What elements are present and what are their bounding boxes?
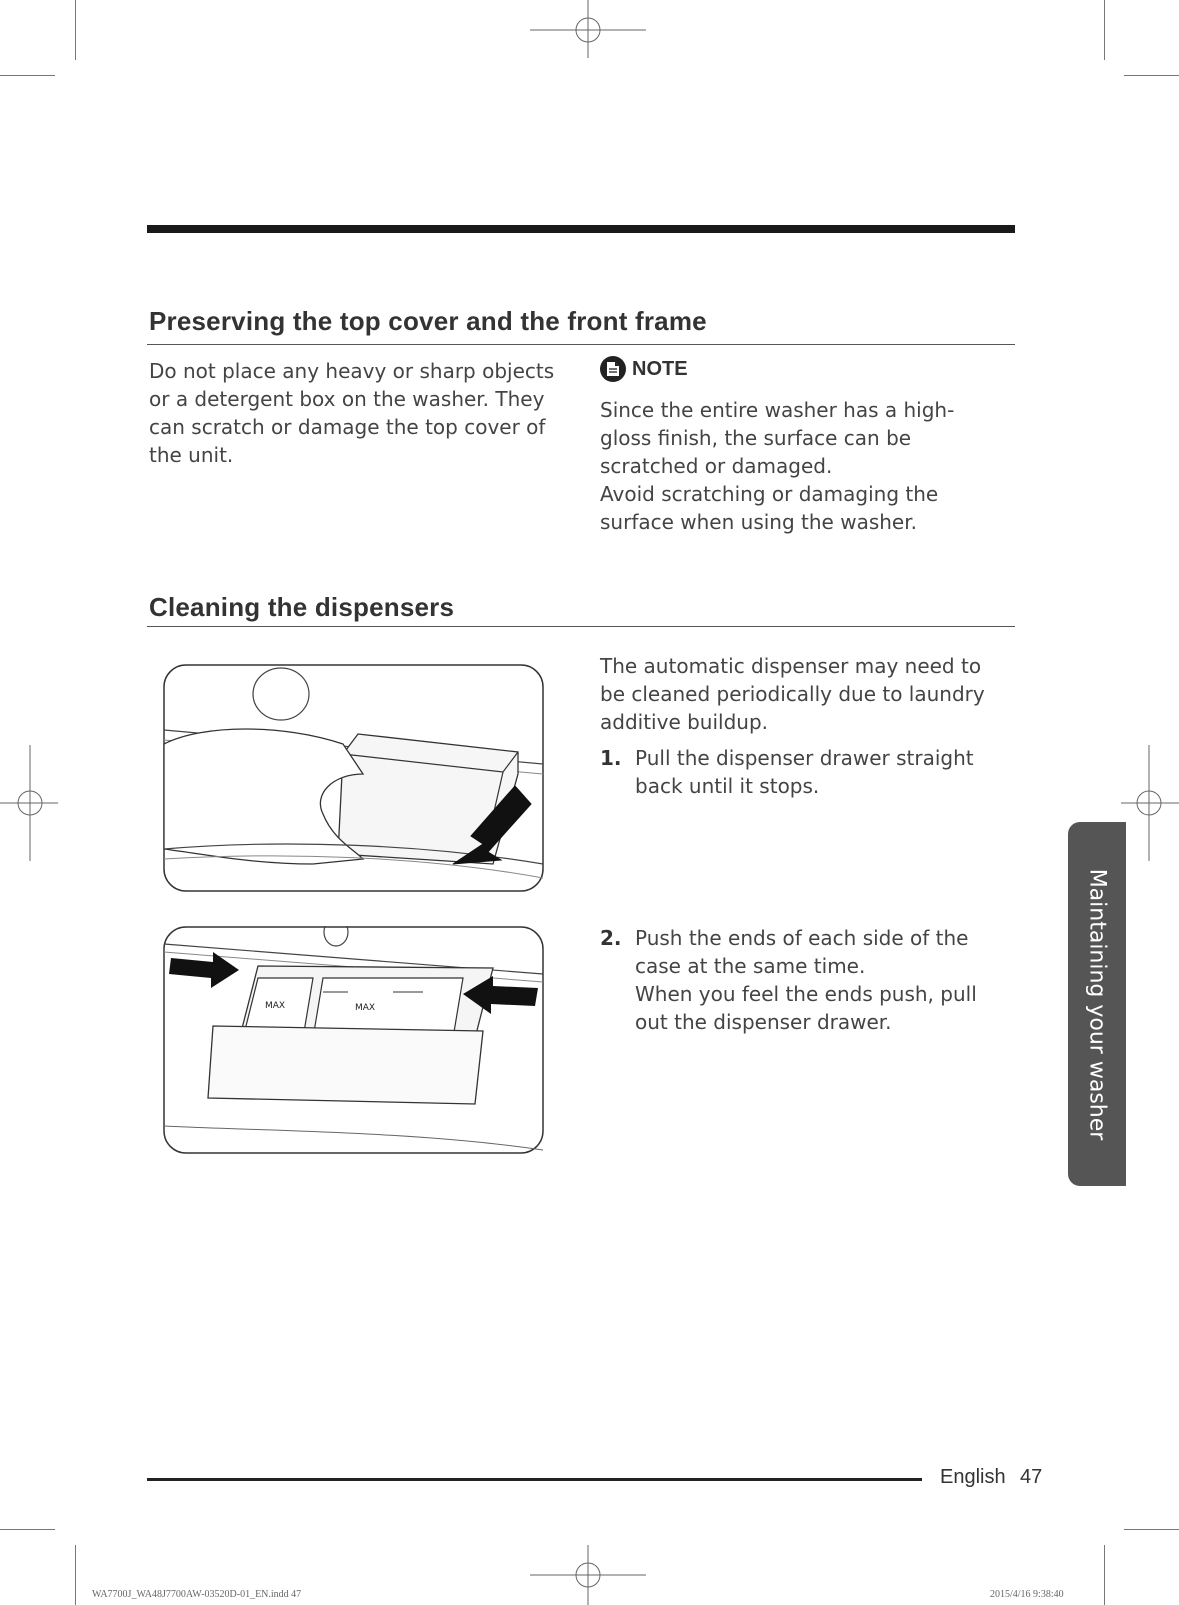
step-text: [635, 924, 1015, 1036]
section-rule: [147, 626, 1015, 627]
section-rule: [147, 344, 1015, 345]
cleaning-intro: The automatic dispenser may need to be cleaned periodically due to laundry additive buildup.: [600, 654, 985, 734]
illustration-push-ends: [163, 926, 544, 1154]
footer-rule: [147, 1478, 922, 1481]
step-text: Pull the dispenser drawer straight back until it stops.: [635, 746, 974, 798]
note-header: [600, 356, 688, 382]
crop-mark: [1104, 1545, 1105, 1605]
header-rule: [147, 225, 1015, 233]
chapter-tab-label: Maintaining your washer: [1084, 868, 1110, 1140]
footer-language: English: [940, 1466, 1006, 1488]
registration-mark-left: [0, 745, 60, 865]
crop-mark: [0, 1529, 55, 1530]
step-number: 2.: [600, 926, 622, 950]
crop-mark: [1124, 75, 1179, 76]
registration-mark-right: [1119, 745, 1179, 865]
preserving-body: Do not place any heavy or sharp objects or a detergent box on the washer. They can scratch or damage the top cover of the unit.: [149, 359, 555, 467]
page-number: 47: [1020, 1466, 1043, 1488]
max-label: MAX: [265, 1001, 286, 1011]
max-label: MAX: [355, 1003, 376, 1013]
crop-mark: [75, 0, 76, 60]
registration-mark-bottom: [530, 1545, 650, 1605]
note-label: NOTE: [632, 357, 688, 380]
note-text-1: Since the entire washer has a high-gloss finish, the surface can be scratched or damaged.: [600, 398, 955, 478]
crop-mark: [1104, 0, 1105, 60]
section-title-preserving: Preserving the top cover and the front frame: [149, 306, 707, 336]
section-title-cleaning: Cleaning the dispensers: [149, 592, 455, 622]
registration-mark-top: [530, 0, 650, 60]
print-slug-date: 2015/4/16 9:38:40: [990, 1589, 1064, 1600]
print-slug-file: WA7700J_WA48J7700AW-03520D-01_EN.indd 47: [92, 1589, 302, 1600]
step-text-line: When you feel the ends push, pull out the dispenser drawer.: [635, 982, 977, 1034]
note-icon: [600, 356, 626, 382]
crop-mark: [1124, 1529, 1179, 1530]
crop-mark: [0, 75, 55, 76]
step-text-line: Push the ends of each side of the case at the same time.: [635, 926, 969, 978]
note-text-2: Avoid scratching or damaging the surface when using the washer.: [600, 482, 939, 534]
chapter-tab: [1068, 822, 1126, 1186]
step-number: 1.: [600, 746, 622, 770]
crop-mark: [75, 1545, 76, 1605]
illustration-pull-drawer: [163, 664, 544, 892]
